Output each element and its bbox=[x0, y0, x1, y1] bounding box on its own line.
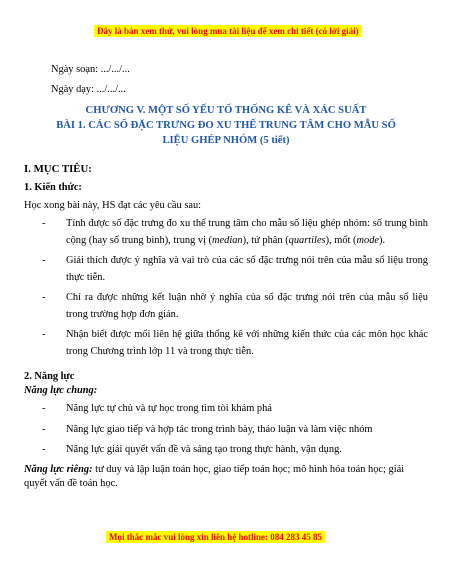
dash-bullet: - bbox=[42, 403, 46, 414]
list-item-text: Năng lực giải quyết vấn đề và sáng tạo trong thực hành, vận dụng. bbox=[66, 444, 342, 455]
dash-bullet: - bbox=[42, 218, 46, 229]
list-item bbox=[24, 253, 428, 286]
list-item-text: Tính được số đặc trưng đo xu thế trung tâm cho mẫu số liệu ghép nhóm: số trung bình cộng (hay số trung bình), trung vị (median), tứ phân (quartiles), mốt (mode). bbox=[66, 218, 428, 246]
dash-bullet: - bbox=[42, 329, 46, 340]
list-item-text: Năng lực giao tiếp và hợp tác trong trình bày, thảo luận và làm việc nhóm bbox=[66, 423, 373, 435]
preview-banner: Đây là bản xem thử, vui lòng mua tài liệu để xem chi tiết (có lời giải) bbox=[94, 25, 362, 37]
date-prepared: Ngày soạn: .../.../... bbox=[51, 64, 130, 75]
list-item bbox=[24, 442, 428, 459]
list-item-text: Năng lực tự chủ và tự học trong tìm tòi khám phá bbox=[66, 403, 272, 414]
document-body bbox=[24, 63, 428, 491]
dash-bullet: - bbox=[42, 292, 46, 303]
list-item bbox=[24, 327, 428, 360]
chapter-title: CHƯƠNG V. MỘT SỐ YẾU TỐ THỐNG KÊ VÀ XÁC SUẤT bbox=[85, 105, 367, 116]
specific-competence-label: Năng lực riêng: bbox=[24, 463, 93, 475]
list-item bbox=[24, 216, 428, 249]
hotline-banner: Mọi thắc mắc vui lòng xin liên hệ hotline: 084 283 45 85 bbox=[106, 531, 325, 543]
date-taught: Ngày dạy: .../.../... bbox=[51, 84, 126, 95]
list-item-text: Chỉ ra được những kết luận nhờ ý nghĩa của số đặc trưng nói trên của mẫu số liệu trong trường hợp đơn giản. bbox=[66, 292, 428, 320]
dash-bullet: - bbox=[42, 423, 46, 435]
section-objectives-heading: I. MỤC TIÊU: bbox=[24, 163, 92, 175]
general-competence-list bbox=[24, 401, 428, 459]
competence-heading: 2. Năng lực bbox=[24, 371, 75, 382]
knowledge-list bbox=[24, 216, 428, 360]
knowledge-intro: Học xong bài này, HS đạt các yêu cầu sau: bbox=[24, 200, 202, 211]
list-item-text: Nhận biết được mối liên hệ giữa thống kê với những kiến thức của các môn học khác trong Chương trình lớp 11 và trong thực tiễn. bbox=[66, 329, 428, 357]
list-item bbox=[24, 401, 428, 418]
general-competence-heading: Năng lực chung: bbox=[24, 385, 98, 396]
list-item-text: Giải thích được ý nghĩa và vai trò của các số đặc trưng nói trên của mẫu số liệu trong thực tiễn. bbox=[66, 255, 428, 283]
list-item bbox=[24, 290, 428, 323]
dash-bullet: - bbox=[42, 255, 46, 266]
list-item bbox=[24, 422, 428, 439]
specific-competence bbox=[24, 463, 428, 491]
lesson-title-line-1: BÀI 1. CÁC SỐ ĐẶC TRƯNG ĐO XU THẾ TRUNG TÂM CHO MẪU SỐ bbox=[56, 120, 396, 131]
specific-competence-text: tư duy và lập luận toán học, giao tiếp toán học; mô hình hóa toán học; giải quyết vấn đề toán học. bbox=[24, 463, 405, 489]
dash-bullet: - bbox=[42, 444, 46, 455]
knowledge-heading: 1. Kiến thức: bbox=[24, 182, 82, 193]
lesson-title-line-2: LIỆU GHÉP NHÓM (5 tiết) bbox=[162, 135, 290, 146]
